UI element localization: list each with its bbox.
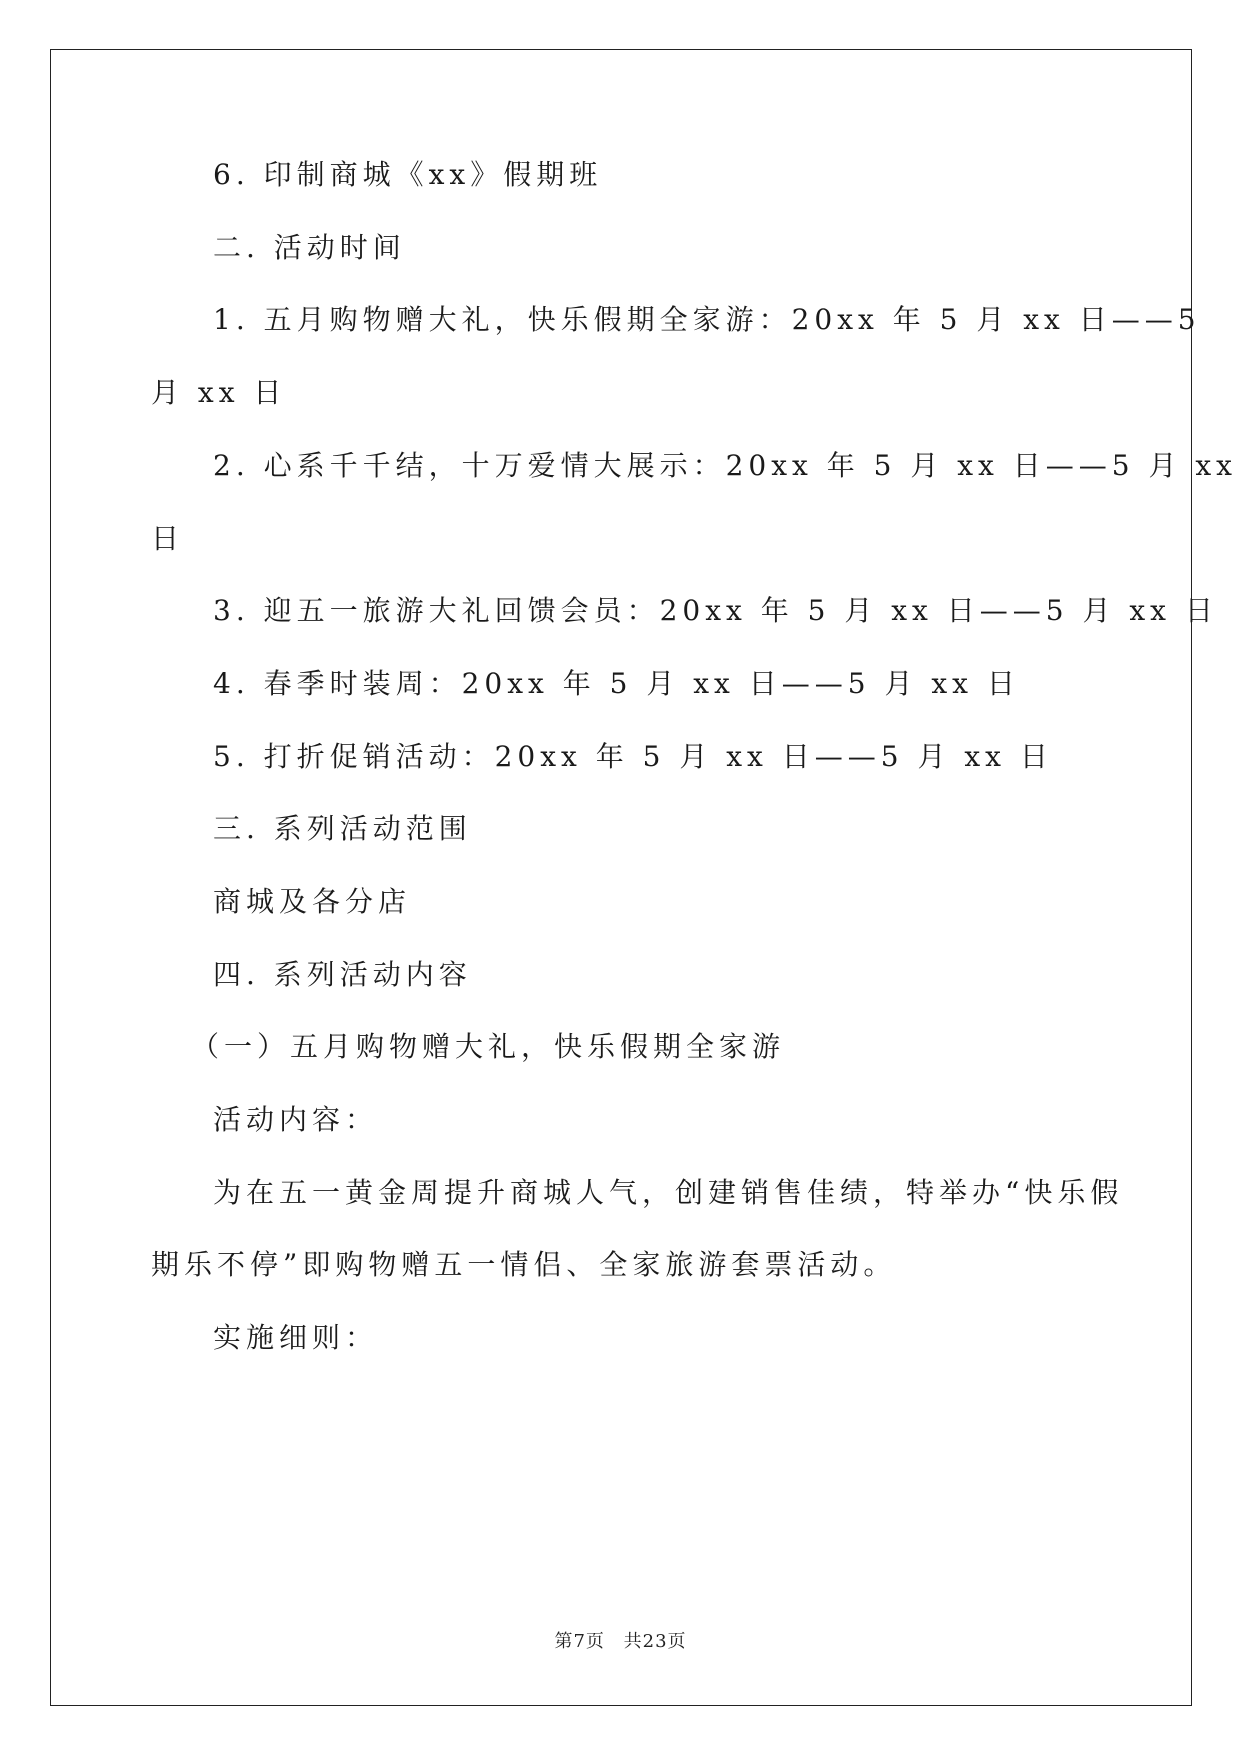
paragraph-description-line-1: 为在五一黄金周提升商城人气，创建销售佳绩，特举办“快乐假 (213, 1176, 1124, 1209)
label-activity-content: 活动内容： (213, 1103, 379, 1136)
page-total: 共23页 (623, 1631, 687, 1652)
heading-activity-scope: 三. 系列活动范围 (213, 812, 472, 845)
paragraph-item-2-line-1: 2. 心系千千结，十万爱情大展示：20xx 年 5 月 xx 日——5 月 xx (213, 449, 1237, 482)
page-footer (0, 1627, 1241, 1653)
paragraph-item-5: 5. 打折促销活动：20xx 年 5 月 xx 日——5 月 xx 日 (213, 740, 1053, 773)
paragraph-item-2-line-2: 日 (151, 522, 185, 555)
paragraph-item-1-line-1: 1. 五月购物赠大礼，快乐假期全家游：20xx 年 5 月 xx 日——5 (213, 303, 1201, 336)
paragraph-item-3: 3. 迎五一旅游大礼回馈会员：20xx 年 5 月 xx 日——5 月 xx 日 (213, 594, 1218, 627)
paragraph-description-line-2: 期乐不停”即购物赠五一情侣、全家旅游套票活动。 (151, 1248, 897, 1281)
subheading-section-one: （一）五月购物赠大礼，快乐假期全家游 (191, 1030, 786, 1063)
label-implementation-rules: 实施细则： (213, 1321, 379, 1354)
heading-activity-time: 二. 活动时间 (213, 231, 406, 264)
paragraph-item-1-line-2: 月 xx 日 (151, 376, 287, 409)
page-number: 第7页 (554, 1631, 605, 1652)
paragraph-scope-stores: 商城及各分店 (213, 885, 412, 918)
paragraph-item-4: 4. 春季时装周：20xx 年 5 月 xx 日——5 月 xx 日 (213, 667, 1020, 700)
paragraph-print-holiday-class: 6. 印制商城《xx》假期班 (213, 158, 603, 191)
heading-activity-content: 四. 系列活动内容 (213, 958, 472, 991)
